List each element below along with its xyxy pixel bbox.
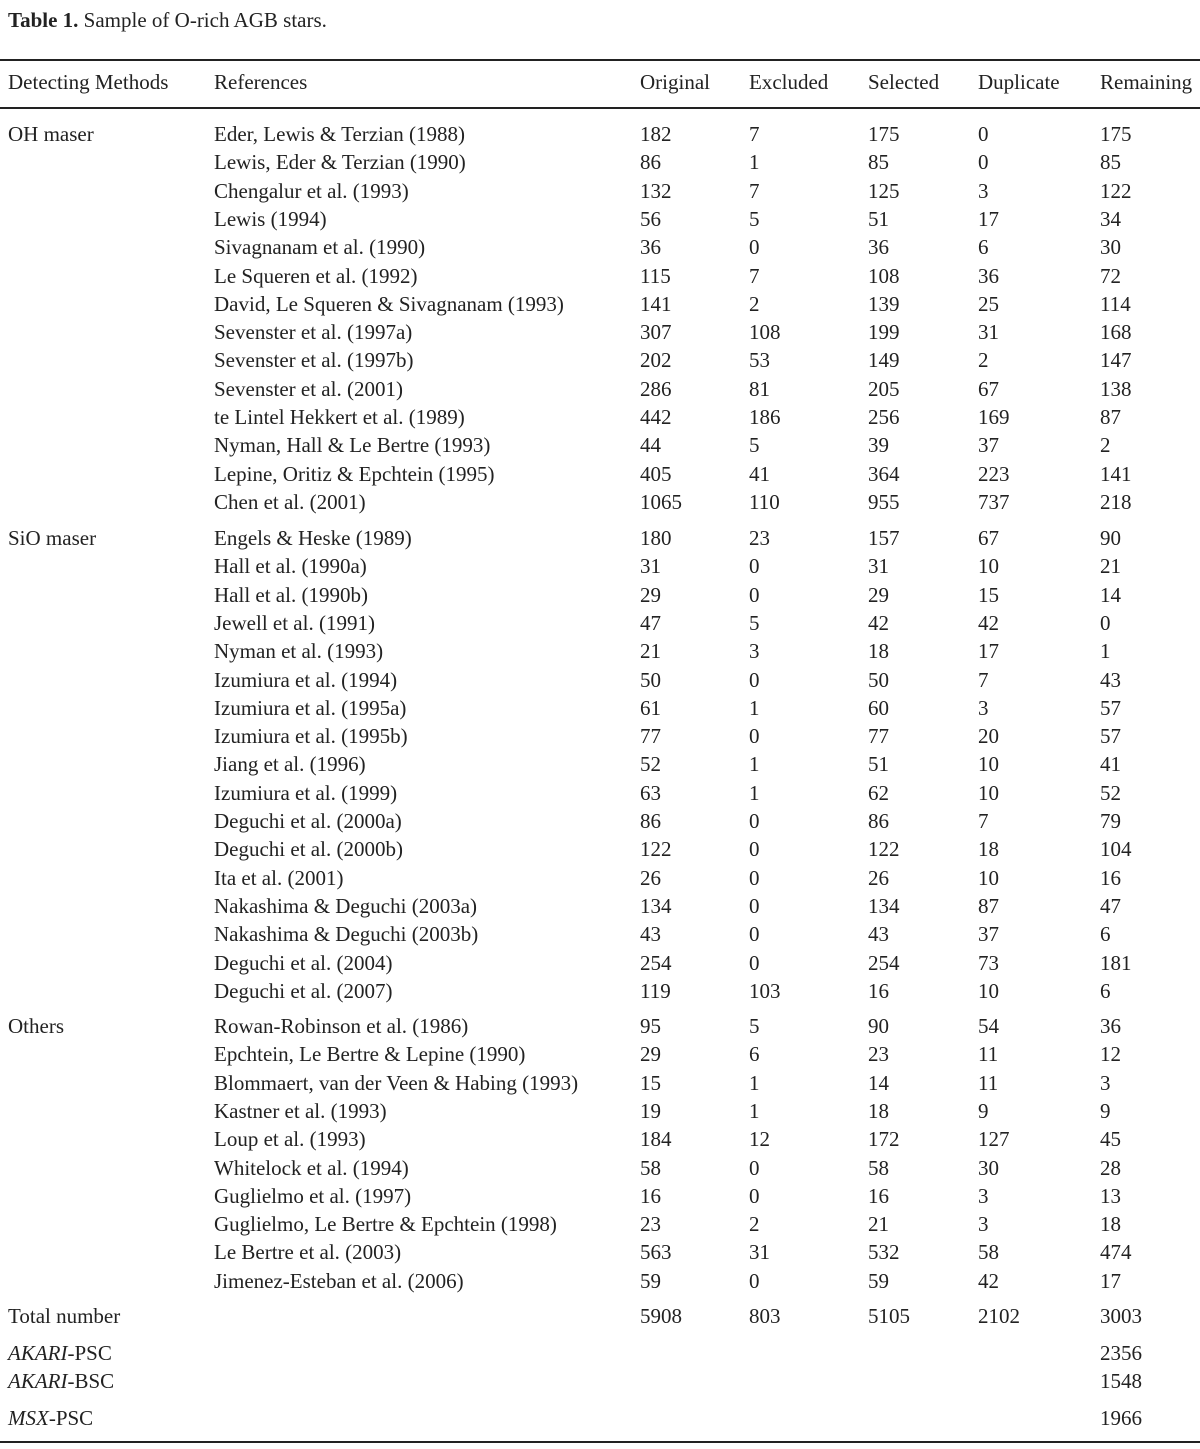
table-cell-duplicate: 11 [978, 1042, 999, 1067]
table-cell-excluded: 0 [749, 235, 760, 260]
table-cell-reference: Kastner et al. (1993) [214, 1098, 387, 1123]
table-cell-excluded: 0 [749, 724, 760, 749]
table-cell-excluded: 2 [749, 291, 760, 316]
table-cell-duplicate: 73 [978, 950, 999, 975]
table-cell-excluded: 0 [749, 837, 760, 862]
table-cell-excluded: 41 [749, 461, 770, 486]
table-cell-selected: 36 [868, 235, 889, 260]
table-cell-duplicate: 18 [978, 837, 999, 862]
table-cell-reference: Le Bertre et al. (2003) [214, 1240, 402, 1265]
table-cell-reference: Guglielmo, Le Bertre & Epchtein (1998) [214, 1212, 557, 1237]
table-cell-duplicate: 0 [978, 122, 989, 146]
table-cell-remaining: 104 [1100, 837, 1132, 862]
table-cell-original: 44 [640, 433, 661, 458]
table-cell-original: 47 [640, 610, 661, 635]
table-cell-duplicate: 67 [978, 526, 999, 550]
table-cell-selected: 955 [868, 489, 900, 514]
table-cell-duplicate: 42 [978, 1268, 999, 1293]
table-cell-original: 63 [640, 780, 661, 805]
table-cell-remaining: 17 [1100, 1268, 1121, 1293]
table-cell-reference: Nyman et al. (1993) [214, 639, 384, 664]
table-cell-selected: 50 [868, 667, 889, 692]
catalog-suffix: -PSC [67, 1341, 112, 1365]
table-cell-original: 307 [640, 320, 672, 345]
table-cell-duplicate: 10 [978, 978, 999, 1003]
table-cell-duplicate: 54 [978, 1014, 999, 1038]
table-cell-duplicate: 30 [978, 1155, 999, 1180]
table-cell-selected: 139 [868, 291, 900, 316]
table-cell-selected: 29 [868, 582, 889, 607]
table-cell-original: 134 [640, 893, 672, 918]
table-cell-selected: 134 [868, 893, 900, 918]
table-cell-excluded: 23 [749, 526, 770, 550]
table-cell-selected: 62 [868, 780, 889, 805]
table-cell-reference: Deguchi et al. (2000b) [214, 837, 403, 862]
table-cell-remaining: 16 [1100, 865, 1121, 890]
table-cell-reference: Deguchi et al. (2000a) [214, 809, 402, 833]
table-cell-duplicate: 67 [978, 376, 999, 401]
table-cell-remaining: 45 [1100, 1127, 1121, 1152]
table-cell-excluded: 1 [749, 1098, 760, 1123]
table-cell-remaining: 18 [1100, 1212, 1121, 1237]
table-cell-remaining: 175 [1100, 122, 1132, 146]
table-caption-label: Table 1. [8, 8, 79, 32]
table-cell-duplicate: 37 [978, 433, 999, 458]
table-cell-reference: Deguchi et al. (2007) [214, 978, 393, 1003]
table-cell-duplicate: 15 [978, 582, 999, 607]
table-cell-original: 122 [640, 837, 672, 862]
header-rule [0, 107, 1200, 109]
table-cell-original: 59 [640, 1268, 661, 1293]
table-cell-excluded: 81 [749, 376, 770, 401]
table-cell-remaining: 12 [1100, 1042, 1121, 1067]
table-cell-original: 43 [640, 922, 661, 947]
table-cell-remaining: 6 [1100, 978, 1111, 1003]
table-cell-original: 95 [640, 1014, 661, 1038]
table-cell-reference: Izumiura et al. (1995a) [214, 695, 407, 720]
table-cell-excluded: 53 [749, 348, 770, 373]
table-cell-original: 15 [640, 1070, 661, 1095]
table-cell-duplicate: 36 [978, 263, 999, 288]
table-cell-reference: Nyman, Hall & Le Bertre (1993) [214, 433, 491, 458]
table-cell-duplicate: 7 [978, 809, 989, 833]
catalog-label [8, 1369, 114, 1393]
table-cell-original: 86 [640, 150, 661, 175]
catalog-remaining: 2356 [1100, 1341, 1142, 1365]
table-cell-duplicate: 0 [978, 150, 989, 175]
table-cell-remaining: 34 [1100, 206, 1121, 231]
table-cell-original: 77 [640, 724, 661, 749]
table-cell-selected: 58 [868, 1155, 889, 1180]
table-cell-original: 16 [640, 1183, 661, 1208]
table-cell-selected: 199 [868, 320, 900, 345]
table-cell-excluded: 6 [749, 1042, 760, 1067]
table-cell-excluded: 7 [749, 122, 760, 146]
table-cell-original: 36 [640, 235, 661, 260]
table-cell-reference: Ita et al. (2001) [214, 865, 344, 890]
catalog-name: MSX [8, 1406, 49, 1430]
table-cell-excluded: 0 [749, 809, 760, 833]
table-cell-reference: Lewis, Eder & Terzian (1990) [214, 150, 466, 175]
table-cell-remaining: 79 [1100, 809, 1121, 833]
table-cell-remaining: 14 [1100, 582, 1121, 607]
table-cell-excluded: 0 [749, 582, 760, 607]
table-cell-reference: Hall et al. (1990a) [214, 554, 367, 579]
table-cell-excluded: 110 [749, 489, 780, 514]
table-cell-selected: 60 [868, 695, 889, 720]
table-cell-original: 26 [640, 865, 661, 890]
total-cell-selected: 5105 [868, 1304, 910, 1328]
table-cell-reference: Blommaert, van der Veen & Habing (1993) [214, 1070, 579, 1095]
table-cell-duplicate: 87 [978, 893, 999, 918]
table-cell-remaining: 9 [1100, 1098, 1111, 1123]
table-cell-duplicate: 25 [978, 291, 999, 316]
table-cell-duplicate: 3 [978, 1183, 989, 1208]
table-cell-excluded: 0 [749, 667, 760, 692]
column-header-duplicate: Duplicate [978, 70, 1060, 94]
table-cell-reference: Epchtein, Le Bertre & Lepine (1990) [214, 1042, 526, 1067]
table-cell-selected: 21 [868, 1212, 889, 1237]
table-cell-reference: David, Le Squeren & Sivagnanam (1993) [214, 291, 564, 316]
table-cell-selected: 90 [868, 1014, 889, 1038]
catalog-name: AKARI [8, 1369, 68, 1393]
catalog-suffix: -PSC [48, 1406, 94, 1430]
table-cell-selected: 43 [868, 922, 889, 947]
table-cell-excluded: 0 [749, 865, 760, 890]
table-cell-excluded: 1 [749, 780, 760, 805]
table-cell-remaining: 87 [1100, 405, 1121, 429]
table-cell-reference: Sevenster et al. (1997a) [214, 320, 413, 345]
table-cell-original: 58 [640, 1155, 661, 1180]
table-cell-original: 442 [640, 405, 672, 429]
table-cell-reference: Guglielmo et al. (1997) [214, 1183, 412, 1208]
table-cell-selected: 364 [868, 461, 900, 486]
table-cell-selected: 86 [868, 809, 889, 833]
total-label: Total number [8, 1304, 121, 1328]
table-cell-duplicate: 10 [978, 865, 999, 890]
table-cell-excluded: 186 [749, 405, 781, 429]
table-cell-reference: Rowan-Robinson et al. (1986) [214, 1014, 469, 1038]
table-cell-duplicate: 17 [978, 206, 999, 231]
table-cell-original: 29 [640, 1042, 661, 1067]
group-label: Others [8, 1014, 64, 1038]
table-cell-reference: Sivagnanam et al. (1990) [214, 235, 426, 260]
table-cell-remaining: 3 [1100, 1070, 1111, 1095]
table-cell-selected: 157 [868, 526, 900, 550]
table-cell-remaining: 114 [1100, 291, 1131, 316]
catalog-label [8, 1341, 112, 1365]
table-cell-selected: 205 [868, 376, 900, 401]
table-cell-reference: Sevenster et al. (1997b) [214, 348, 414, 373]
column-header-reference: References [214, 70, 308, 94]
group-label: SiO maser [8, 526, 97, 550]
table-cell-reference: Engels & Heske (1989) [214, 526, 412, 550]
table-cell-original: 141 [640, 291, 672, 316]
table-cell-excluded: 1 [749, 150, 760, 175]
table-cell-selected: 125 [868, 178, 900, 203]
table-cell-selected: 51 [868, 206, 889, 231]
table-cell-remaining: 57 [1100, 695, 1121, 720]
table-cell-duplicate: 10 [978, 554, 999, 579]
table-cell-selected: 122 [868, 837, 900, 862]
bottom-rule [0, 1441, 1200, 1443]
table-cell-excluded: 0 [749, 893, 760, 918]
catalog-label [8, 1406, 93, 1430]
table-cell-remaining: 474 [1100, 1240, 1132, 1265]
column-header-selected: Selected [868, 70, 940, 94]
table-cell-duplicate: 7 [978, 667, 989, 692]
table-cell-reference: Sevenster et al. (2001) [214, 376, 403, 401]
table-cell-duplicate: 737 [978, 489, 1010, 514]
table-cell-selected: 18 [868, 1098, 889, 1123]
table-cell-remaining: 218 [1100, 489, 1132, 514]
table-cell-duplicate: 6 [978, 235, 989, 260]
table-cell-reference: Nakashima & Deguchi (2003b) [214, 922, 479, 947]
catalog-remaining: 1966 [1100, 1406, 1142, 1430]
table-cell-reference: Nakashima & Deguchi (2003a) [214, 893, 478, 918]
table-cell-remaining: 57 [1100, 724, 1121, 749]
table-cell-remaining: 41 [1100, 752, 1121, 777]
table-cell-excluded: 5 [749, 433, 760, 458]
total-cell-excluded: 803 [749, 1304, 781, 1328]
table-cell-reference: Loup et al. (1993) [214, 1127, 366, 1152]
table-cell-remaining: 52 [1100, 780, 1121, 805]
table-cell-original: 202 [640, 348, 672, 373]
top-rule [0, 59, 1200, 61]
table-cell-selected: 42 [868, 610, 889, 635]
table-cell-excluded: 1 [749, 695, 760, 720]
table-cell-remaining: 90 [1100, 526, 1121, 550]
catalog-remaining: 1548 [1100, 1369, 1142, 1393]
table-cell-excluded: 7 [749, 263, 760, 288]
table-cell-reference: Jimenez-Esteban et al. (2006) [214, 1268, 464, 1293]
table-cell-remaining: 147 [1100, 348, 1132, 373]
table-cell-reference: Eder, Lewis & Terzian (1988) [214, 122, 465, 146]
table-cell-original: 61 [640, 695, 661, 720]
table-cell-original: 180 [640, 526, 672, 550]
table-cell-duplicate: 169 [978, 405, 1010, 429]
table-cell-duplicate: 127 [978, 1127, 1010, 1152]
table-cell-original: 563 [640, 1240, 672, 1265]
table-cell-excluded: 5 [749, 206, 760, 231]
table-cell-excluded: 0 [749, 1155, 760, 1180]
table-cell-remaining: 138 [1100, 376, 1132, 401]
table-cell-duplicate: 3 [978, 1212, 989, 1237]
table-cell-selected: 149 [868, 348, 900, 373]
table-cell-excluded: 1 [749, 1070, 760, 1095]
table-cell-reference: Chengalur et al. (1993) [214, 178, 409, 203]
table-cell-selected: 254 [868, 950, 900, 975]
table-cell-reference: Lepine, Oritiz & Epchtein (1995) [214, 461, 495, 486]
table-cell-remaining: 43 [1100, 667, 1121, 692]
table-cell-duplicate: 9 [978, 1098, 989, 1123]
table-cell-remaining: 36 [1100, 1014, 1121, 1038]
table-cell-reference: Izumiura et al. (1994) [214, 667, 398, 692]
table-cell-original: 19 [640, 1098, 661, 1123]
table-cell-excluded: 5 [749, 610, 760, 635]
group-label: OH maser [8, 122, 94, 146]
table-cell-selected: 532 [868, 1240, 900, 1265]
table-cell-excluded: 0 [749, 1183, 760, 1208]
table-cell-original: 56 [640, 206, 661, 231]
table-cell-selected: 108 [868, 263, 900, 288]
table-cell-original: 132 [640, 178, 672, 203]
table-cell-reference: Hall et al. (1990b) [214, 582, 368, 607]
table-cell-original: 119 [640, 978, 671, 1003]
total-cell-original: 5908 [640, 1304, 682, 1328]
table-cell-excluded: 0 [749, 1268, 760, 1293]
table-cell-reference: Whitelock et al. (1994) [214, 1155, 409, 1180]
table-cell-original: 23 [640, 1212, 661, 1237]
table-cell-selected: 23 [868, 1042, 889, 1067]
table-cell-original: 184 [640, 1127, 672, 1152]
table-cell-excluded: 7 [749, 178, 760, 203]
table-cell-remaining: 47 [1100, 893, 1121, 918]
table-cell-selected: 85 [868, 150, 889, 175]
table-cell-remaining: 2 [1100, 433, 1111, 458]
table-cell-duplicate: 58 [978, 1240, 999, 1265]
table-cell-remaining: 1 [1100, 639, 1111, 664]
table-cell-excluded: 1 [749, 752, 760, 777]
table-cell-original: 405 [640, 461, 672, 486]
table-cell-original: 52 [640, 752, 661, 777]
table-cell-excluded: 2 [749, 1212, 760, 1237]
table-cell-original: 286 [640, 376, 672, 401]
table-cell-remaining: 141 [1100, 461, 1132, 486]
table-cell-excluded: 103 [749, 978, 781, 1003]
table-cell-remaining: 168 [1100, 320, 1132, 345]
table-cell-duplicate: 37 [978, 922, 999, 947]
table-cell-duplicate: 20 [978, 724, 999, 749]
table-cell-original: 254 [640, 950, 672, 975]
table-cell-original: 50 [640, 667, 661, 692]
table-cell-selected: 18 [868, 639, 889, 664]
table-cell-original: 31 [640, 554, 661, 579]
table-cell-duplicate: 2 [978, 348, 989, 373]
table-caption-text: Sample of O-rich AGB stars. [83, 8, 327, 32]
table-cell-selected: 16 [868, 1183, 889, 1208]
table-cell-excluded: 31 [749, 1240, 770, 1265]
table-cell-reference: Izumiura et al. (1999) [214, 780, 398, 805]
table-cell-reference: Le Squeren et al. (1992) [214, 263, 418, 288]
table-cell-duplicate: 3 [978, 178, 989, 203]
table-cell-excluded: 108 [749, 320, 781, 345]
table-cell-excluded: 3 [749, 639, 760, 664]
table-cell-original: 115 [640, 263, 671, 288]
table-cell-excluded: 0 [749, 950, 760, 975]
table-cell-original: 86 [640, 809, 661, 833]
table-cell-selected: 172 [868, 1127, 900, 1152]
table-cell-selected: 31 [868, 554, 889, 579]
column-header-method: Detecting Methods [8, 70, 169, 94]
table-cell-selected: 77 [868, 724, 889, 749]
table-cell-reference: Jiang et al. (1996) [214, 752, 366, 777]
table-cell-reference: Izumiura et al. (1995b) [214, 724, 408, 749]
table-cell-reference: Lewis (1994) [214, 206, 327, 231]
table-cell-remaining: 72 [1100, 263, 1121, 288]
table-cell-original: 182 [640, 122, 672, 146]
table-cell-reference: Chen et al. (2001) [214, 489, 366, 514]
column-header-excluded: Excluded [749, 70, 829, 94]
table-cell-reference: te Lintel Hekkert et al. (1989) [214, 405, 465, 429]
total-cell-remaining: 3003 [1100, 1304, 1142, 1328]
table-cell-selected: 51 [868, 752, 889, 777]
table-cell-selected: 256 [868, 405, 900, 429]
table-cell-duplicate: 42 [978, 610, 999, 635]
catalog-name: AKARI [8, 1341, 68, 1365]
table-cell-original: 21 [640, 639, 661, 664]
table-cell-selected: 175 [868, 122, 900, 146]
table-cell-remaining: 0 [1100, 610, 1111, 635]
table-cell-remaining: 21 [1100, 554, 1121, 579]
table-cell-selected: 26 [868, 865, 889, 890]
table-cell-excluded: 5 [749, 1014, 760, 1038]
table-cell-duplicate: 10 [978, 752, 999, 777]
table-cell-excluded: 12 [749, 1127, 770, 1152]
table-cell-selected: 39 [868, 433, 889, 458]
table-cell-remaining: 181 [1100, 950, 1132, 975]
table-cell-duplicate: 11 [978, 1070, 999, 1095]
table-cell-selected: 16 [868, 978, 889, 1003]
table-cell-remaining: 122 [1100, 178, 1132, 203]
table-cell-selected: 59 [868, 1268, 889, 1293]
table-cell-duplicate: 17 [978, 639, 999, 664]
table-caption [8, 8, 327, 33]
table-cell-remaining: 13 [1100, 1183, 1121, 1208]
table-cell-excluded: 0 [749, 922, 760, 947]
table-cell-remaining: 85 [1100, 150, 1121, 175]
table-cell-remaining: 6 [1100, 922, 1111, 947]
table-cell-excluded: 0 [749, 554, 760, 579]
table-cell-duplicate: 223 [978, 461, 1010, 486]
table-cell-duplicate: 31 [978, 320, 999, 345]
column-header-original: Original [640, 70, 710, 94]
total-cell-duplicate: 2102 [978, 1304, 1020, 1328]
catalog-suffix: -BSC [67, 1369, 115, 1393]
table-cell-duplicate: 3 [978, 695, 989, 720]
table-cell-original: 1065 [640, 489, 682, 514]
table-cell-selected: 14 [868, 1070, 889, 1095]
table-cell-original: 29 [640, 582, 661, 607]
table-cell-reference: Deguchi et al. (2004) [214, 950, 393, 975]
table-cell-remaining: 28 [1100, 1155, 1121, 1180]
table-cell-remaining: 30 [1100, 235, 1121, 260]
column-header-remaining: Remaining [1100, 70, 1193, 94]
table-cell-reference: Jewell et al. (1991) [214, 610, 375, 635]
table-cell-duplicate: 10 [978, 780, 999, 805]
